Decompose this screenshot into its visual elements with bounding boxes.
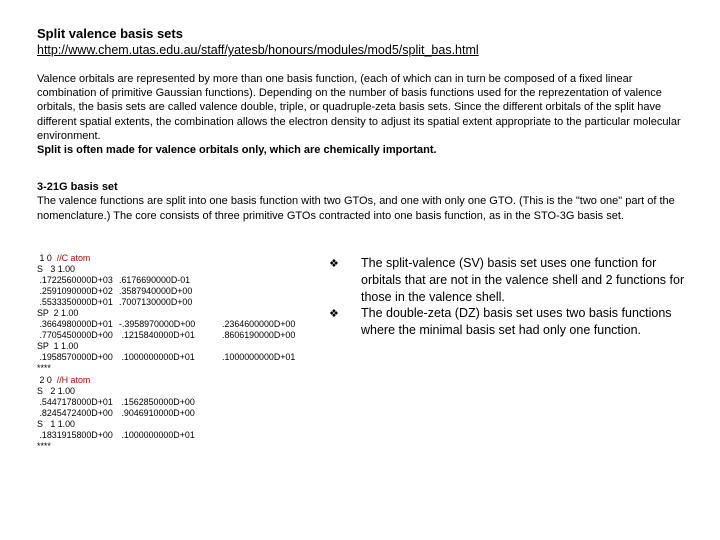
listing-comment: //C atom — [51, 253, 91, 263]
listing-col-1: .5533350000D+01 — [37, 297, 113, 308]
bullet-text: The split-valence (SV) basis set uses one function for orbitals that are not in the valence shell and 2 functions for those in the valence shell. — [361, 256, 685, 304]
bullet-text: The double-zeta (DZ) basis set uses two basis functions where the minimal basis set had only one function. — [361, 306, 672, 338]
listing-row — [37, 308, 312, 319]
diamond-bullet-icon: ❖ — [329, 258, 339, 270]
listing-row — [37, 408, 312, 419]
diamond-bullet-icon: ❖ — [329, 308, 339, 321]
listing-col-3: .2364600000D+00 — [222, 319, 296, 330]
listing-col-2: .7007130000D+00 — [119, 297, 193, 308]
listing-col-1: S 2 1.00 — [37, 385, 75, 396]
listing-row — [37, 441, 312, 452]
intro-text: Valence orbitals are represented by more than one basis function, (each of which can in turn be composed of a fixed linear combination of primitive Gaussian functions). Depending on the number of basis functions used for the reprezentation of valence orbitals, the basis sets are called valence double, triple, or quadruple-zeta basis sets. Since the different orbitals of the split have different spatial extents, the combination allows the electron density to adjust its spatial extent appropriate to the particular molecular environment. — [37, 73, 681, 142]
listing-col-1: 1 0 — [37, 253, 52, 263]
listing-row — [37, 363, 312, 374]
source-link[interactable]: http://www.chem.utas.edu.au/staff/yatesb/honours/modules/mod5/split_bas.html — [37, 43, 479, 57]
section-text: The valence functions are split into one basis function with two GTOs, and one with only one GTO. (This is the "two one" part of the nomenclature.) The core consists of three primitive GTOs contracted into one basis function, as in the STO-3G basis set. — [37, 195, 675, 222]
listing-col-3: .1000000000D+01 — [222, 352, 296, 363]
listing-col-1: .2591090000D+02 — [37, 286, 113, 297]
listing-row — [37, 386, 312, 397]
intro-emphasis: Split is often made for valence orbitals only, which are chemically important. — [37, 144, 437, 157]
listing-col-1: .5447178000D+01 — [37, 396, 113, 407]
listing-col-1: SP 1 1.00 — [37, 341, 79, 352]
bullet-list — [327, 255, 687, 339]
listing-row — [37, 352, 312, 363]
listing-row — [37, 330, 312, 341]
listing-col-1: .1958570000D+00 — [37, 352, 113, 363]
listing-col-1: .3664980000D+01 — [37, 319, 113, 330]
listing-col-2: .3587940000D+00 — [119, 286, 193, 297]
listing-col-1: .1831915800D+00 — [37, 429, 113, 440]
bullet-item — [327, 305, 687, 339]
listing-comment: //H atom — [51, 374, 91, 385]
listing-col-2: .1000000000D+01 — [119, 352, 195, 363]
bullet-item — [327, 255, 687, 305]
listing-row — [37, 286, 312, 297]
listing-col-1: **** — [37, 363, 51, 374]
listing-row — [37, 397, 312, 408]
listing-row — [37, 253, 312, 264]
listing-row — [37, 275, 312, 286]
listing-col-2: .1215840000D+01 — [119, 330, 195, 341]
basis-set-listing — [37, 253, 312, 452]
intro-paragraph — [37, 72, 687, 157]
listing-col-1: S 1 1.00 — [37, 418, 75, 429]
listing-col-1: .1722560000D+03 — [37, 275, 113, 286]
listing-col-2: .1562850000D+00 — [119, 396, 195, 407]
listing-row — [37, 341, 312, 352]
listing-col-3: .8606190000D+00 — [222, 330, 296, 341]
section-title: 3-21G basis set — [37, 181, 118, 194]
listing-col-1: 2 0 — [37, 374, 52, 385]
page-title: Split valence basis sets — [37, 26, 183, 41]
listing-row — [37, 430, 312, 441]
listing-col-1: SP 2 1.00 — [37, 308, 79, 319]
listing-row — [37, 264, 312, 275]
listing-col-1: **** — [37, 440, 51, 451]
listing-col-1: S 3 1.00 — [37, 264, 75, 275]
listing-row — [37, 319, 312, 330]
slide-content — [37, 26, 687, 223]
listing-col-1: .7705450000D+00 — [37, 330, 113, 341]
listing-row — [37, 419, 312, 430]
listing-col-2: -.3958970000D+00 — [119, 319, 196, 330]
listing-col-2: .1000000000D+01 — [119, 429, 195, 440]
listing-row — [37, 375, 312, 386]
listing-col-2: .9046910000D+00 — [119, 407, 195, 418]
listing-col-1: .8245472400D+00 — [37, 407, 113, 418]
listing-row — [37, 297, 312, 308]
listing-col-2: .6176690000D-01 — [119, 275, 191, 286]
